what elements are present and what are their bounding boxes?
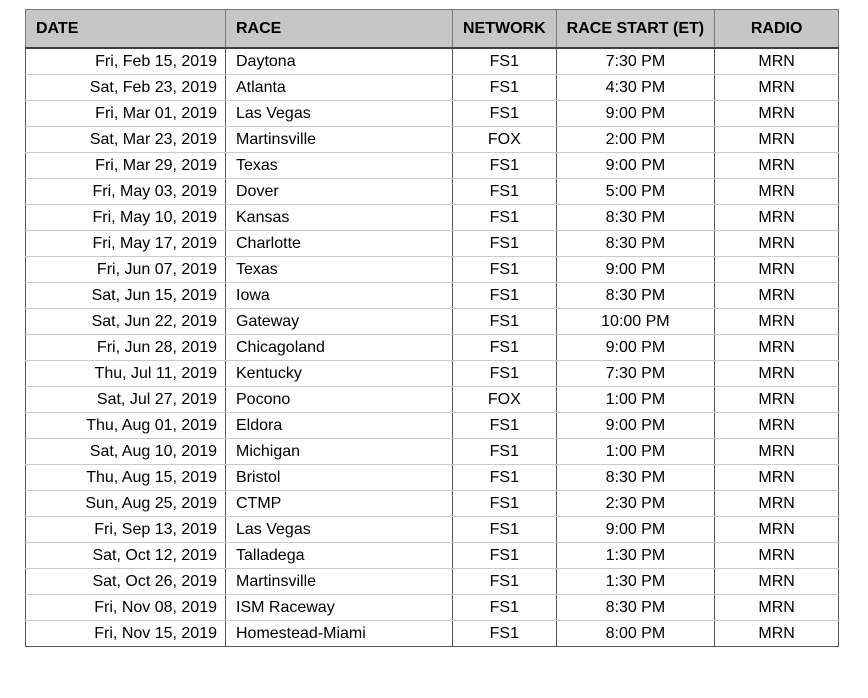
- cell-radio: MRN: [715, 127, 839, 153]
- cell-race-start: 7:30 PM: [556, 48, 714, 75]
- cell-radio: MRN: [715, 335, 839, 361]
- table-row: [26, 127, 839, 153]
- table-row: [26, 517, 839, 543]
- cell-network: FS1: [453, 361, 557, 387]
- table-row: [26, 387, 839, 413]
- cell-race-start: 1:30 PM: [556, 543, 714, 569]
- table-row: [26, 335, 839, 361]
- table-row: [26, 413, 839, 439]
- cell-radio: MRN: [715, 179, 839, 205]
- cell-race-start: 8:30 PM: [556, 205, 714, 231]
- cell-date: Sat, Mar 23, 2019: [26, 127, 226, 153]
- cell-race: Martinsville: [226, 569, 453, 595]
- cell-radio: MRN: [715, 517, 839, 543]
- table-row: [26, 439, 839, 465]
- race-schedule: [25, 9, 839, 647]
- cell-race: Chicagoland: [226, 335, 453, 361]
- cell-date: Fri, Sep 13, 2019: [26, 517, 226, 543]
- table-row: [26, 205, 839, 231]
- cell-date: Sat, Jul 27, 2019: [26, 387, 226, 413]
- cell-race: Daytona: [226, 48, 453, 75]
- schedule-table: [25, 9, 839, 647]
- table-header: [26, 10, 839, 49]
- cell-network: FS1: [453, 465, 557, 491]
- cell-radio: MRN: [715, 543, 839, 569]
- cell-network: FS1: [453, 335, 557, 361]
- cell-date: Fri, Jun 28, 2019: [26, 335, 226, 361]
- cell-race: Eldora: [226, 413, 453, 439]
- cell-network: FS1: [453, 153, 557, 179]
- header-race: RACE: [226, 10, 453, 49]
- cell-radio: MRN: [715, 387, 839, 413]
- cell-race-start: 2:30 PM: [556, 491, 714, 517]
- cell-radio: MRN: [715, 101, 839, 127]
- cell-date: Sat, Aug 10, 2019: [26, 439, 226, 465]
- cell-date: Fri, Feb 15, 2019: [26, 48, 226, 75]
- cell-race: Iowa: [226, 283, 453, 309]
- cell-network: FS1: [453, 569, 557, 595]
- table-row: [26, 465, 839, 491]
- cell-network: FS1: [453, 101, 557, 127]
- cell-race: Texas: [226, 153, 453, 179]
- cell-race: Charlotte: [226, 231, 453, 257]
- cell-race: Pocono: [226, 387, 453, 413]
- cell-race-start: 8:30 PM: [556, 231, 714, 257]
- cell-radio: MRN: [715, 283, 839, 309]
- cell-race: Talladega: [226, 543, 453, 569]
- cell-network: FS1: [453, 283, 557, 309]
- table-row: [26, 231, 839, 257]
- cell-race: Las Vegas: [226, 517, 453, 543]
- table-row: [26, 621, 839, 647]
- header-race-start: RACE START (ET): [556, 10, 714, 49]
- cell-radio: MRN: [715, 75, 839, 101]
- cell-race-start: 9:00 PM: [556, 257, 714, 283]
- cell-network: FS1: [453, 413, 557, 439]
- cell-radio: MRN: [715, 439, 839, 465]
- cell-race: Homestead-Miami: [226, 621, 453, 647]
- cell-network: FOX: [453, 387, 557, 413]
- cell-race-start: 9:00 PM: [556, 153, 714, 179]
- cell-race-start: 9:00 PM: [556, 101, 714, 127]
- cell-race-start: 7:30 PM: [556, 361, 714, 387]
- cell-radio: MRN: [715, 257, 839, 283]
- cell-race-start: 9:00 PM: [556, 517, 714, 543]
- table-row: [26, 569, 839, 595]
- cell-race: Texas: [226, 257, 453, 283]
- table-row: [26, 48, 839, 75]
- cell-race-start: 2:00 PM: [556, 127, 714, 153]
- cell-radio: MRN: [715, 465, 839, 491]
- cell-network: FS1: [453, 439, 557, 465]
- cell-radio: MRN: [715, 595, 839, 621]
- cell-radio: MRN: [715, 153, 839, 179]
- cell-date: Fri, May 03, 2019: [26, 179, 226, 205]
- cell-radio: MRN: [715, 413, 839, 439]
- cell-network: FS1: [453, 75, 557, 101]
- cell-date: Fri, May 10, 2019: [26, 205, 226, 231]
- cell-date: Sat, Oct 26, 2019: [26, 569, 226, 595]
- cell-date: Fri, Nov 15, 2019: [26, 621, 226, 647]
- cell-date: Fri, Jun 07, 2019: [26, 257, 226, 283]
- cell-date: Sat, Feb 23, 2019: [26, 75, 226, 101]
- table-row: [26, 257, 839, 283]
- cell-radio: MRN: [715, 48, 839, 75]
- cell-race-start: 1:30 PM: [556, 569, 714, 595]
- header-radio: RADIO: [715, 10, 839, 49]
- cell-race: ISM Raceway: [226, 595, 453, 621]
- cell-network: FS1: [453, 257, 557, 283]
- cell-network: FS1: [453, 179, 557, 205]
- cell-network: FS1: [453, 595, 557, 621]
- table-row: [26, 543, 839, 569]
- cell-network: FS1: [453, 231, 557, 257]
- cell-date: Sat, Jun 22, 2019: [26, 309, 226, 335]
- cell-network: FS1: [453, 48, 557, 75]
- cell-date: Thu, Aug 01, 2019: [26, 413, 226, 439]
- cell-date: Sun, Aug 25, 2019: [26, 491, 226, 517]
- header-network: NETWORK: [453, 10, 557, 49]
- cell-network: FS1: [453, 517, 557, 543]
- cell-network: FS1: [453, 621, 557, 647]
- cell-radio: MRN: [715, 361, 839, 387]
- cell-race-start: 8:00 PM: [556, 621, 714, 647]
- cell-date: Thu, Aug 15, 2019: [26, 465, 226, 491]
- cell-race-start: 1:00 PM: [556, 387, 714, 413]
- cell-date: Fri, Mar 01, 2019: [26, 101, 226, 127]
- cell-radio: MRN: [715, 205, 839, 231]
- cell-radio: MRN: [715, 309, 839, 335]
- cell-race-start: 10:00 PM: [556, 309, 714, 335]
- table-row: [26, 491, 839, 517]
- cell-date: Fri, Mar 29, 2019: [26, 153, 226, 179]
- cell-race: Las Vegas: [226, 101, 453, 127]
- cell-radio: MRN: [715, 231, 839, 257]
- cell-race-start: 9:00 PM: [556, 335, 714, 361]
- cell-network: FS1: [453, 205, 557, 231]
- cell-race: CTMP: [226, 491, 453, 517]
- cell-race: Atlanta: [226, 75, 453, 101]
- cell-race: Martinsville: [226, 127, 453, 153]
- cell-radio: MRN: [715, 569, 839, 595]
- table-row: [26, 153, 839, 179]
- table-body: [26, 48, 839, 647]
- table-row: [26, 595, 839, 621]
- table-row: [26, 283, 839, 309]
- cell-network: FS1: [453, 309, 557, 335]
- cell-radio: MRN: [715, 491, 839, 517]
- cell-race-start: 8:30 PM: [556, 283, 714, 309]
- cell-race-start: 8:30 PM: [556, 595, 714, 621]
- cell-race: Gateway: [226, 309, 453, 335]
- cell-network: FS1: [453, 491, 557, 517]
- table-row: [26, 179, 839, 205]
- cell-race: Bristol: [226, 465, 453, 491]
- cell-race: Kentucky: [226, 361, 453, 387]
- cell-race: Kansas: [226, 205, 453, 231]
- header-date: DATE: [26, 10, 226, 49]
- table-row: [26, 309, 839, 335]
- cell-date: Sat, Oct 12, 2019: [26, 543, 226, 569]
- table-row: [26, 75, 839, 101]
- cell-race: Dover: [226, 179, 453, 205]
- cell-network: FOX: [453, 127, 557, 153]
- cell-radio: MRN: [715, 621, 839, 647]
- cell-date: Sat, Jun 15, 2019: [26, 283, 226, 309]
- cell-race-start: 9:00 PM: [556, 413, 714, 439]
- cell-race-start: 8:30 PM: [556, 465, 714, 491]
- cell-race-start: 1:00 PM: [556, 439, 714, 465]
- table-row: [26, 361, 839, 387]
- cell-date: Thu, Jul 11, 2019: [26, 361, 226, 387]
- header-row: [26, 10, 839, 49]
- cell-date: Fri, May 17, 2019: [26, 231, 226, 257]
- cell-race-start: 4:30 PM: [556, 75, 714, 101]
- cell-race: Michigan: [226, 439, 453, 465]
- table-row: [26, 101, 839, 127]
- cell-race-start: 5:00 PM: [556, 179, 714, 205]
- cell-network: FS1: [453, 543, 557, 569]
- cell-date: Fri, Nov 08, 2019: [26, 595, 226, 621]
